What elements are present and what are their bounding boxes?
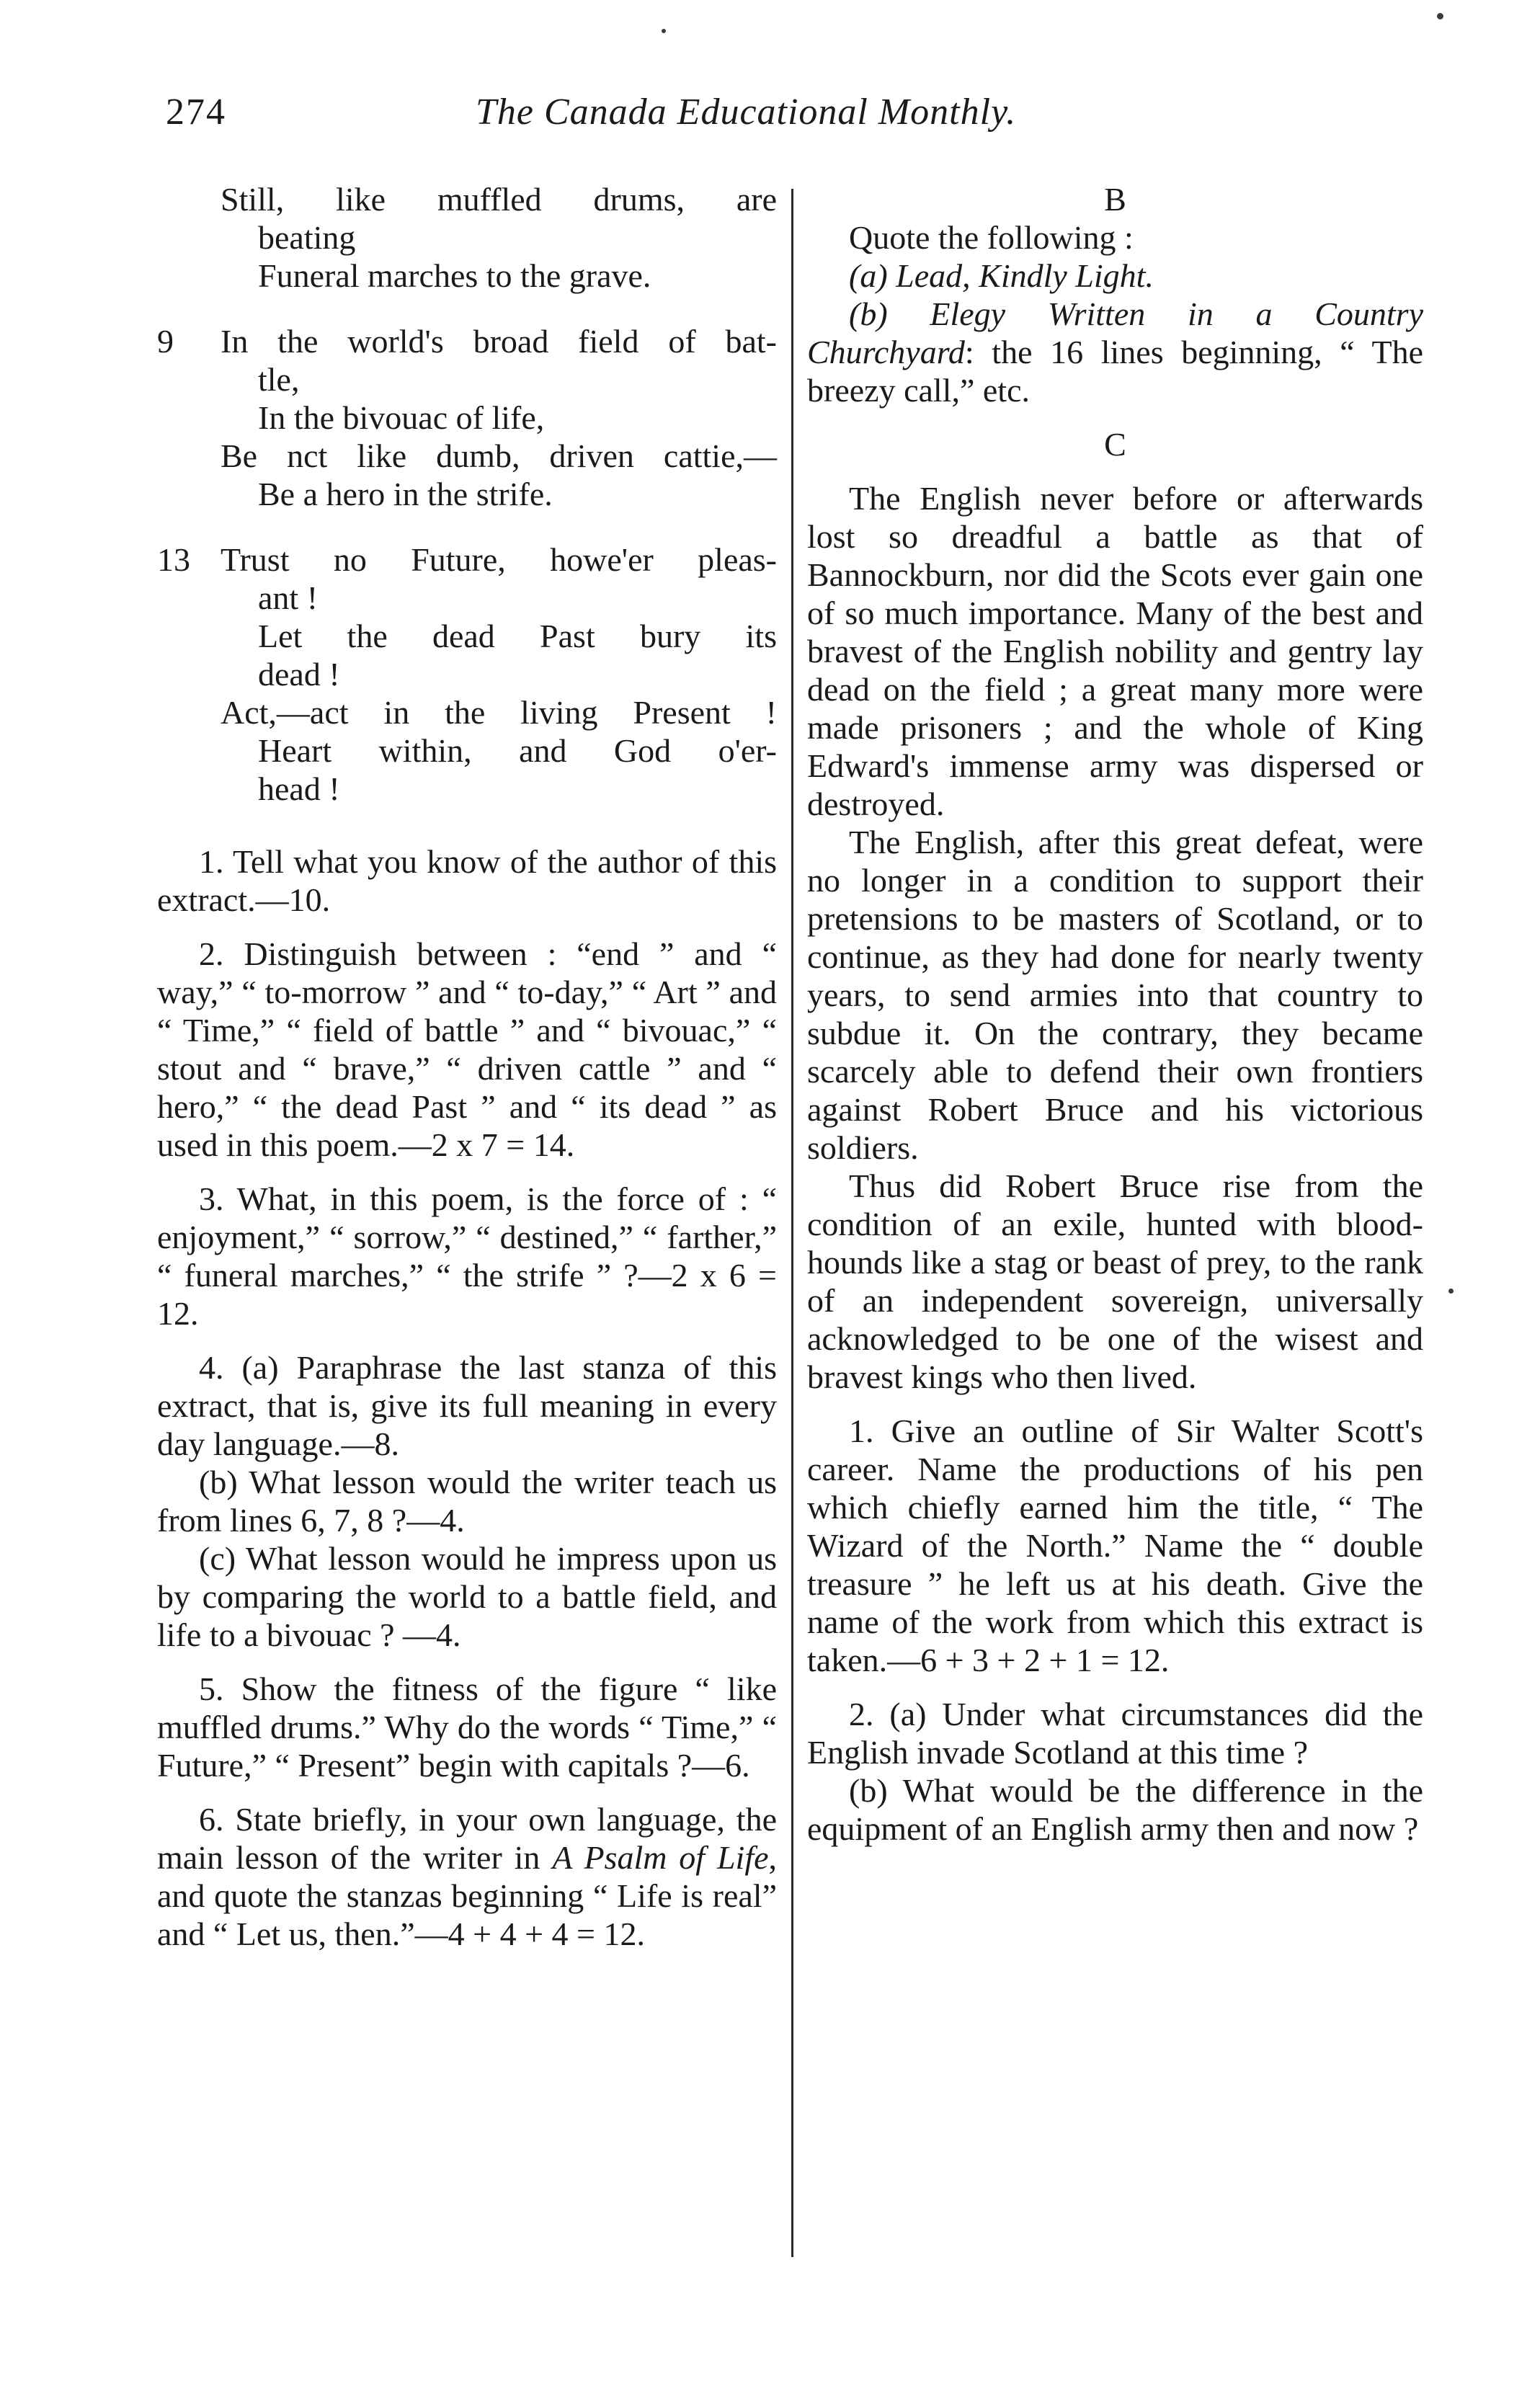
exam-question: 1. Give an outline of Sir Walter Scott's career. Name the productions of his pen which chiefly earned him the title, “ The Wizard of the North.” Name the “ double treasure ” he left us at his death. Give the name of the work from which this extract is taken.—6 + 3 + 2 + 1 = 12. [807,1412,1423,1678]
item-marker: (a) [849,257,888,294]
poem-line: Still, like muffled drums, are [221,181,777,218]
poem-stanza [157,180,777,295]
quote-item [807,257,1423,295]
poem-line: ant ! [258,579,319,616]
poem-title: Lead, Kindly Light. [896,257,1154,294]
poem-line: Be a hero in the strife. [258,476,553,512]
poem-line: Let the dead Past bury its [258,618,777,654]
quote-item-text: : the 16 lines beginning, “ The breezy call,” etc. [807,334,1423,409]
page-header [166,91,1434,141]
poem-line: Act,—act in the living Present ! [221,694,777,731]
section-heading-b: B [1104,181,1126,218]
exam-question: 4. (a) Paraphrase the last stanza of this extract, that is, give its full meaning in every day language.—8. [157,1349,777,1462]
exam-question: 5. Show the fitness of the figure “ like muffled drums.” Why do the words “ Time,” “ Future,” “ Present” begin with capitals ?—6. [157,1670,777,1784]
poem-line: In the bivouac of life, [258,399,545,436]
poem-line: head ! [258,770,340,807]
column-divider [791,189,793,2257]
right-column [807,180,1423,1848]
poem-line: tle, [258,361,300,398]
exam-question: (b) What would be the difference in the equipment of an English army then and now ? [807,1772,1423,1847]
poem-line: Funeral marches to the grave. [258,257,651,294]
prose-paragraph: The English never before or afterwards lost so dreadful a battle as that of Bannockburn, nor did the Scots ever gain one of so much importance. Many of the best and bravest of the English nobility and gentry lay dead on the field ; a great many more were made prisoners ; and the whole of King Edward's immense army was dispersed or destroyed. [807,480,1423,822]
scan-speck [662,29,666,33]
poem-line: dead ! [258,656,340,693]
poem-stanza [157,322,777,513]
prose-paragraph: The English, after this great defeat, were no longer in a condition to support their pretensions to be masters of Scotland, or to continue, as they had done for nearly twenty years, to send armies into that country to subdue it. On the contrary, they became scarcely able to defend their own frontiers against Robert Bruce and his victorious soldiers. [807,824,1423,1166]
poem-line: Trust no Future, howe'er pleas- [221,541,777,578]
exam-question: 3. What, in this poem, is the force of : “ enjoyment,” “ sorrow,” “ destined,” “ farther,” “ funeral marches,” “ the strife ” ?—2 x 6 = 12. [157,1180,777,1332]
poem-line: In the world's broad field of bat- [221,323,777,360]
left-column [157,180,777,1953]
item-marker: (b) [849,295,888,332]
exam-question: 2. (a) Under what circumstances did the English invade Scotland at this time ? [807,1696,1423,1771]
poem-line: beating [258,219,356,256]
exam-question: 1. Tell what you know of the author of this extract.—10. [157,843,777,918]
poem-line: Be nct like dumb, driven cattie,— [221,437,777,474]
poem-line: Heart within, and God o'er- [258,732,777,769]
exam-question: (b) What lesson would the writer teach us from lines 6, 7, 8 ?—4. [157,1464,777,1539]
scan-speck [1448,1289,1454,1294]
scan-speck [1437,13,1443,19]
section-b-intro: Quote the following : [849,219,1134,256]
poem-title: A Psalm of Life [552,1839,769,1876]
journal-title: The Canada Educational Monthly. [476,92,1017,133]
question-text: 6. State briefly, in your own language, the main lesson of the writer in [157,1801,777,1876]
quote-item [807,295,1423,409]
stanza-line-number: 9 [157,323,174,360]
page-number: 274 [166,92,226,133]
question-text: , and quote the stanzas beginning “ Life is real” and “ Let us, then.”—4 + 4 + 4 = 12. [157,1839,778,1952]
stanza-line-number: 13 [157,541,190,578]
exam-question [157,1800,777,1953]
exam-question: (c) What lesson would he impress upon us by comparing the world to a battle field, and life to a bivouac ? —4. [157,1540,777,1653]
section-heading-c: C [1104,426,1126,463]
exam-question: 2. Distinguish between : “end ” and “ way,” “ to-morrow ” and “ to-day,” “ Art ” and “ Time,” “ field of battle ” and “ bivouac,” “ stout and “ brave,” “ driven cattle ” and “ hero,” “ the dead Past ” and “ its dead ” as used in this poem.—2 x 7 = 14. [157,935,777,1163]
poem-title: Elegy Written in a Country Churchyard [807,295,1424,370]
prose-paragraph: Thus did Robert Bruce rise from the condition of an exile, hunted with blood-hounds like a stag or beast of prey, to the rank of an independent sovereign, universally acknowledged to be one of the wisest and bravest kings who then lived. [807,1167,1423,1395]
poem-stanza [157,540,777,808]
